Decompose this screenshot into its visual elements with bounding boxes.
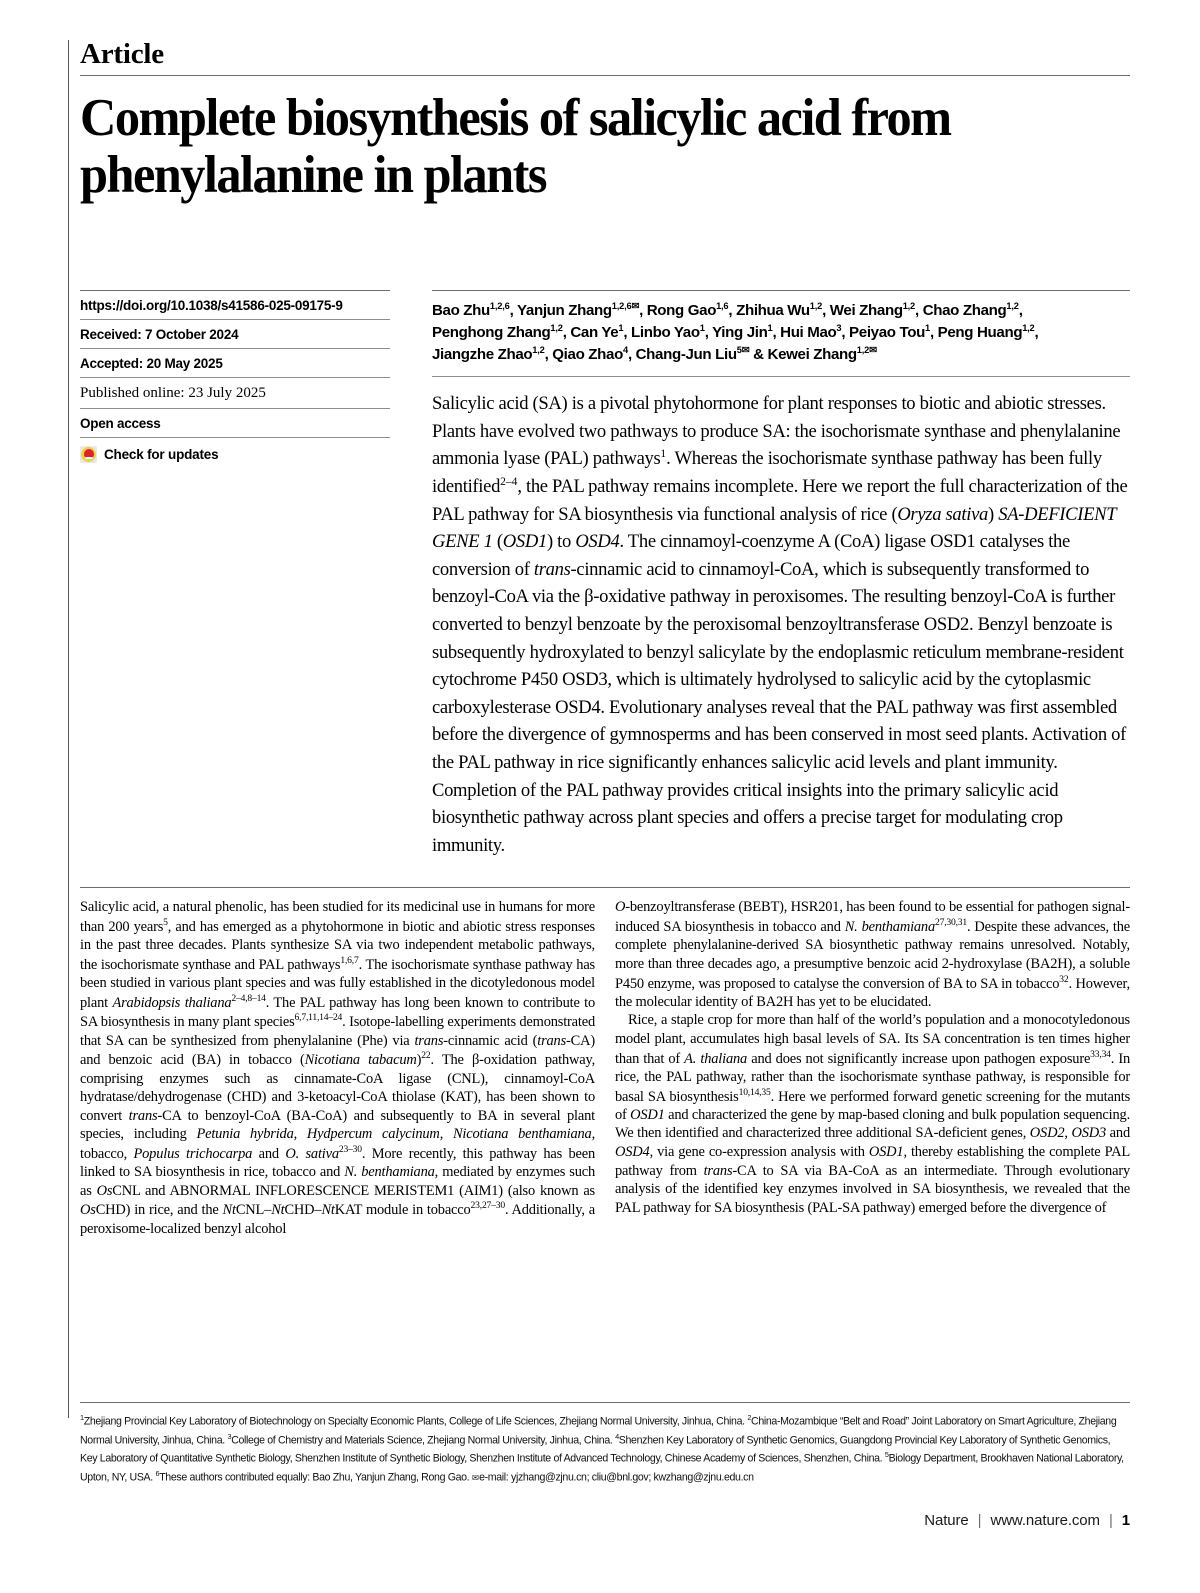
article-kicker: Article: [80, 38, 164, 70]
crossmark-icon: [80, 446, 97, 463]
footer-brand: Nature: [924, 1512, 969, 1529]
doi-link[interactable]: https://doi.org/10.1038/s41586-025-09175-9: [80, 290, 390, 319]
body-paragraph: Rice, a staple crop for more than half of the world’s population and a monocotyledonous model plant, accumulates high basal levels of SA. Its SA concentration is ten times higher than that of A. thaliana and does not significantly increase upon pathogen exposure$^{33,34}$. In rice, the PAL pathway, rather than the isochorismate synthase pathway, is responsible for basal SA biosynthesis$^{10,14,35}$. Here we performed forward genetic screening for the mutants of OSD1 and characterized the gene by map-based cloning and bulk population sequencing. We then identified and characterized three additional SA-deficient genes, OSD2, OSD3 and OSD4, via gene co-expression analysis with OSD1, thereby establishing the complete PAL pathway from trans-CA to SA via BA-CoA as an intermediate. Through evolutionary analysis of the identified key enzymes involved in SA biosynthesis, we revealed that the PAL pathway for SA biosynthesis (PAL-SA pathway) emerged before the divergence of: [615, 1012, 1131, 1216]
meta-abstract-band: [80, 290, 1130, 859]
authors-abstract: [410, 290, 1130, 859]
body-paragraph: O-benzoyltransferase (BEBT), HSR201, has been found to be essential for pathogen signal-induced SA biosynthesis in tobacco and N. benthamiana$^{27,30,31}$. Despite these advances, the complete phenylalanine-derived SA biosynthetic pathway remains unresolved. Notably, more than three decades ago, a presumptive benzoic acid 2-hydroxylase (BA2H), a soluble P450 enzyme, was proposed to catalyse the conversion of BA to SA in tobacco$^{32}$. However, the molecular identity of BA2H has yet to be elucidated.: [615, 899, 1130, 1010]
kicker-divider: [80, 75, 1130, 76]
author-line-1: Bao Zhu$^{1,2,6}$, Yanjun Zhang$^{1,2,6✉}$, Rong Gao$^{1,6}$, Zhihua Wu$^{1,2}$, Wei Zhang$^{1,2}$, Chao Zhang$^{1,2}$,: [432, 300, 1023, 319]
body-column-right: [615, 898, 1130, 1238]
author-line-3: Jiangzhe Zhao$^{1,2}$, Qiao Zhao$^4$, Chang-Jun Liu$^{5✉}$ & Kewei Zhang$^{1,2✉}$: [432, 344, 877, 363]
abstract: Salicylic acid (SA) is a pivotal phytohormone for plant responses to biotic and abiotic stresses. Plants have evolved two pathways to produce SA: the isochorismate synthase and phenylalanine ammonia lyase (PAL) pathways$^1$. Whereas the isochorismate synthase pathway has been fully identified$^{2-4}$, the PAL pathway remains incomplete. Here we report the full characterization of the PAL pathway for SA biosynthesis via functional analysis of rice (Oryza sativa) SA-DEFICIENT GENE 1 (OSD1) to OSD4. The cinnamoyl-coenzyme A (CoA) ligase OSD1 catalyses the conversion of trans-cinnamic acid to cinnamoyl-CoA, which is subsequently transformed to benzoyl-CoA via the β-oxidative pathway in peroxisomes. The resulting benzoyl-CoA is further converted to benzyl benzoate by the peroxisomal benzoyltransferase OSD2. Benzyl benzoate is subsequently hydroxylated to benzyl salicylate by the endoplasmic reticulum membrane-resident cytochrome P450 OSD3, which is ultimately hydrolysed to salicylic acid by the cytoplasmic carboxylesterase OSD4. Evolutionary analyses reveal that the PAL pathway was first assembled before the divergence of gymnosperms and has been conserved in most seed plants. Activation of the PAL pathway in rice significantly enhances salicylic acid levels and plant immunity. Completion of the PAL pathway provides critical insights into the primary salicylic acid biosynthetic pathway across plant species and offers a precise target for modulating crop immunity.: [432, 376, 1130, 859]
accepted-date: Accepted: 20 May 2025: [80, 348, 390, 377]
footer-url[interactable]: www.nature.com: [990, 1512, 1100, 1529]
body-column-left: [80, 898, 595, 1238]
author-list: [432, 290, 1130, 376]
author-line-2: Penghong Zhang$^{1,2}$, Can Ye$^1$, Linbo Yao$^1$, Ying Jin$^1$, Hui Mao$^3$, Peiyao Tou$^1$, Peng Huang$^{1,2}$,: [432, 322, 1039, 341]
left-vertical-rule: [68, 40, 69, 1418]
footer-separator-1: |: [977, 1512, 982, 1529]
page-footer: [924, 1512, 1130, 1529]
open-access-label: Open access: [80, 408, 390, 437]
page-title: Complete biosynthesis of salicylic acid from phenylalanine in plants: [80, 89, 951, 205]
body-text: [80, 887, 1130, 1238]
footer-separator-2: |: [1108, 1512, 1113, 1529]
published-date: Published online: 23 July 2025: [80, 377, 390, 408]
received-date: Received: 7 October 2024: [80, 319, 390, 348]
check-for-updates-button[interactable]: [80, 437, 390, 469]
page-content: [80, 40, 1130, 1238]
affiliations-footnote: $^1$Zhejiang Provincial Key Laboratory of Biotechnology on Specialty Economic Plants, College of Life Sciences, Zhejiang Normal University, Jinhua, China. $^2$China-Mozambique “Belt and Road” Joint Laboratory on Smart Agriculture, Zhejiang Normal University, Jinhua, China. $^3$College of Chemistry and Materials Science, Zhejiang Normal University, Jinhua, China. $^4$Shenzhen Key Laboratory of Synthetic Genomics, Guangdong Provincial Key Laboratory of Synthetic Genomics, Key Laboratory of Quantitative Synthetic Biology, Shenzhen Institute of Synthetic Biology, Shenzhen Institute of Advanced Technology, Chinese Academy of Sciences, Shenzhen, China. $^5$Biology Department, Brookhaven National Laboratory, Upton, NY, USA. $^6$These authors contributed equally: Bao Zhu, Yanjun Zhang, Rong Gao. ✉e-mail: yjzhang@zjnu.cn; cliu@bnl.gov; kwzhang@zjnu.edu.cn: [80, 1402, 1130, 1487]
body-paragraph: Salicylic acid, a natural phenolic, has been studied for its medicinal use in humans for more than 200 years$^5$, and has emerged as a phytohormone in biotic and abiotic stress responses in the past three decades. Plants synthesize SA via two independent metabolic pathways, the isochorismate synthase and PAL pathways$^{1,6,7}$. The isochorismate synthase pathway has been studied in various plant species and was fully established in the dicotyledonous model plant Arabidopsis thaliana$^{2-4,8-14}$. The PAL pathway has long been known to contribute to SA biosynthesis in many plant species$^{6,7,11,14-24}$. Isotope-labelling experiments demonstrated that SA can be synthesized from phenylalanine (Phe) via trans-cinnamic acid (trans-CA) and benzoic acid (BA) in tobacco (Nicotiana tabacum)$^{22}$. The β-oxidation pathway, comprising enzymes such as cinnamate-CoA ligase (CNL), cinnamoyl-CoA hydratase/dehydrogenase (CHD) and 3-ketoacyl-CoA thiolase (KAT), has been shown to convert trans-CA to benzoyl-CoA (BA-CoA) and subsequently to BA in several plant species, including Petunia hybrida, Hydpercum calycinum, Nicotiana benthamiana, tobacco, Populus trichocarpa and O. sativa$^{23-30}$. More recently, this pathway has been linked to SA biosynthesis in rice, tobacco and N. benthamiana, mediated by enzymes such as OsCNL and ABNORMAL INFLORESCENCE MERISTEM1 (AIM1) (also known as OsCHD) in rice, and the NtCNL–NtCHD–NtKAT module in tobacco$^{23,27-30}$. Additionally, a peroxisome-localized benzyl alcohol: [80, 899, 596, 1237]
page-number: 1: [1121, 1512, 1130, 1529]
publication-meta: [80, 290, 410, 859]
check-for-updates-label: Check for updates: [104, 447, 219, 463]
